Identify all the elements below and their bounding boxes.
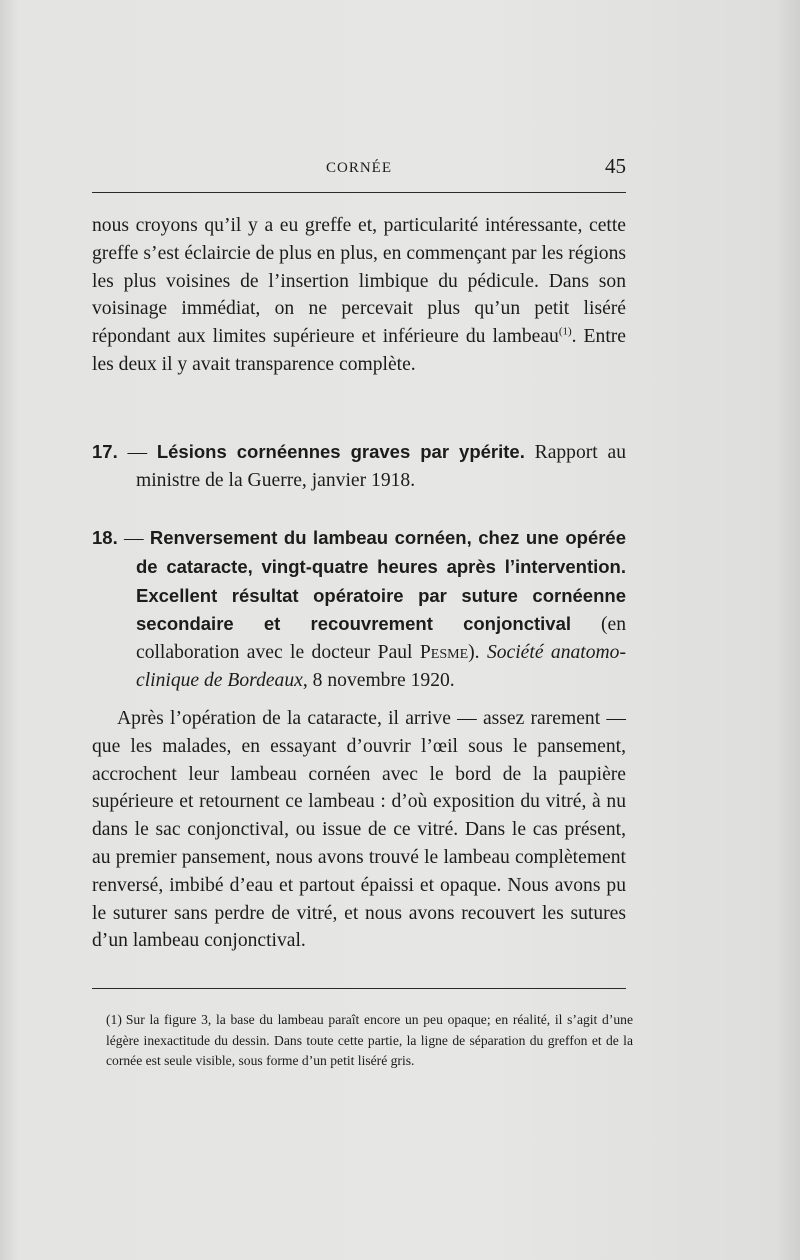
bibliography-entry-18	[92, 524, 626, 695]
footnote-rule	[92, 988, 626, 989]
entry-title: Renversement du lambeau cornéen, chez une opérée de cataracte, vingt-quatre heures après l’intervention. Excellent résultat opératoire par suture cornéenne secondaire et recouvrement conjonctival	[136, 527, 627, 635]
running-title: CORNÉE	[326, 160, 392, 176]
footnote-reference: (1)	[558, 325, 572, 338]
entry-date: , 8 novembre 1920.	[302, 669, 455, 691]
entry-number: 17.	[92, 441, 118, 462]
footnote-text: Sur la figure 3, la base du lambeau paraît encore un peu opaque; en réalité, il s’agit d’une légère inexactitude du dessin. Dans toute cette partie, la ligne de séparation du greffon et de la cornée est seule visible, sous forme d’un petit liséré gris.	[106, 1012, 633, 1069]
continued-paragraph	[92, 212, 626, 379]
entry-title: Lésions cornéennes graves par ypérite.	[156, 441, 525, 462]
entry-journal: Société anatomo-clinique de Bordeaux	[136, 642, 627, 691]
paragraph-text-end: . Entre les deux il y avait transparence complète.	[92, 326, 626, 375]
entry-collaboration: (en collaboration avec le docteur Paul	[136, 614, 626, 664]
footnote	[106, 1010, 633, 1072]
page-header	[92, 150, 626, 190]
entry-author: Pesme	[419, 642, 469, 664]
paragraph-text: nous croyons qu’il y a eu greffe et, particularité intéressante, cette greffe s’est éclaircie de plus en plus, en commençant par les régions les plus voisines de l’insertion limbique du pédicule. Dans son voisinage immédiat, on ne percevait plus qu’un petit liséré répondant aux limites supérieure et inférieure du lambeau	[92, 215, 626, 348]
header-rule	[92, 192, 626, 193]
body-paragraph: Après l’opération de la cataracte, il arrive — assez rarement — que les malades, en essayant d’ouvrir l’œil sous le pansement, accrochent leur lambeau cornéen avec le bord de la paupière supérieure et retournent ce lambeau : d’où exposition du vitré, à nu dans le sac conjonctival, ou issue de ce vitré. Dans le cas présent, au premier pansement, nous avons trouvé le lambeau complètement renversé, imbibé d’eau et partout épaissi et opaque. Nous avons pu le suturer sans perdre de vitré, et nous avons recouvert les sutures d’un lambeau conjonctival.	[92, 708, 626, 952]
entry-details: Rapport au ministre de la Guerre, janvier 1918.	[136, 442, 626, 491]
entry-text: ).	[468, 642, 487, 664]
footnote-mark: (1)	[106, 1012, 122, 1027]
entry-dash: —	[117, 442, 157, 463]
entry-dash: —	[117, 528, 150, 549]
bibliography-entry-17	[92, 438, 626, 495]
page-number: 45	[605, 154, 626, 178]
entry-number: 18.	[92, 527, 118, 548]
